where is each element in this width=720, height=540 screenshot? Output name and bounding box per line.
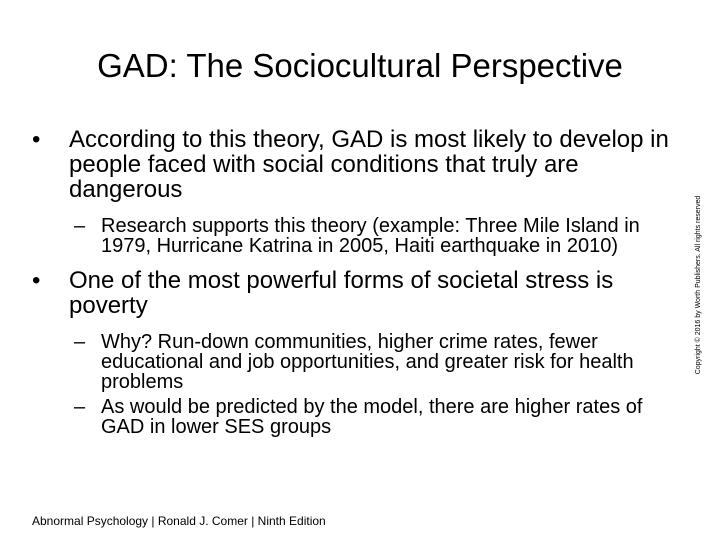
subbullet-marker: – (74, 215, 86, 237)
subbullet-research-support (32, 216, 682, 256)
subbullet-text: Research supports this theory (example: Three Mile Island in 1979, Hurricane Katrina in 2005, Haiti earthquake in 2010) (101, 215, 640, 257)
bullet-text: One of the most powerful forms of societal stress is poverty (69, 267, 614, 319)
copyright-notice: Copyright © 2016 by Worth Publishers. All rights reserved (695, 195, 702, 375)
bullet-poverty (32, 268, 682, 318)
slide-body (32, 127, 682, 437)
subbullet-why (32, 332, 682, 392)
subbullet-marker: – (74, 331, 86, 353)
slide-footer: Abnormal Psychology | Ronald J. Comer | Ninth Edition (32, 514, 326, 528)
bullet-marker: • (32, 126, 41, 153)
subbullet-text: Why? Run-down communities, higher crime rates, fewer educational and job opportunities, and greater risk for health problems (101, 331, 634, 393)
subbullet-text: As would be predicted by the model, there are higher rates of GAD in lower SES groups (101, 396, 643, 438)
bullet-social-conditions (32, 127, 682, 202)
bullet-marker: • (32, 267, 41, 294)
bullet-text: According to this theory, GAD is most likely to develop in people faced with social conditions that truly are dangerous (69, 126, 669, 203)
subbullet-ses-groups (32, 397, 682, 437)
slide-title: GAD: The Sociocultural Perspective (97, 47, 623, 84)
subbullet-marker: – (74, 396, 86, 418)
